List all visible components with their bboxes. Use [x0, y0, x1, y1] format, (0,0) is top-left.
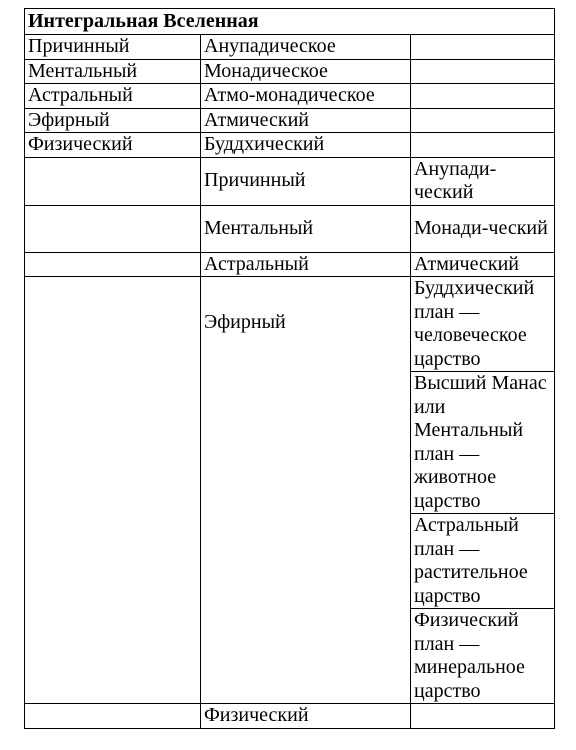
cell-col2-etheric: Эфирный [201, 277, 411, 704]
cell-col2: Анупадическое [201, 35, 411, 60]
cell-col3: Атмический [411, 252, 555, 277]
table-row [25, 84, 555, 109]
cell-col1-empty [25, 205, 201, 252]
table-row [25, 704, 555, 729]
table-row [25, 59, 555, 84]
cell-col2: Причинный [201, 157, 411, 205]
cell-col2: Ментальный [201, 205, 411, 252]
cell-col3: Анупади-ческий [411, 157, 555, 205]
cell-col1 [25, 704, 201, 729]
cell-plane: Астральный план — растительное царство [411, 514, 555, 609]
cell-col1-empty [25, 157, 201, 205]
cell-col1: Астральный [25, 84, 201, 109]
cell-col2: Астральный [201, 252, 411, 277]
cell-col3 [411, 84, 555, 109]
table-row [25, 35, 555, 60]
table-row [25, 157, 555, 205]
cell-plane: Физический план — минеральное царство [411, 609, 555, 704]
cell-col2: Физический [201, 704, 411, 729]
cell-col3 [411, 108, 555, 133]
cell-col3 [411, 35, 555, 60]
cell-col2: Монадическое [201, 59, 411, 84]
table-row [25, 108, 555, 133]
table-row [25, 133, 555, 158]
cell-col2: Буддхический [201, 133, 411, 158]
table-row [25, 277, 555, 372]
integral-universe-table [24, 8, 555, 729]
table-row [25, 205, 555, 252]
cell-col1-empty [25, 252, 201, 277]
cell-col2: Атмический [201, 108, 411, 133]
cell-col1: Эфирный [25, 108, 201, 133]
cell-col3 [411, 59, 555, 84]
cell-col1: Физический [25, 133, 201, 158]
table-row [25, 252, 555, 277]
cell-col1-empty [25, 277, 201, 704]
cell-col3 [411, 133, 555, 158]
cell-col3: Монади-ческий [411, 205, 555, 252]
table-title-row [25, 9, 555, 35]
cell-plane: Высший Манас или Ментальный план — животное царство [411, 372, 555, 514]
cell-col3 [411, 704, 555, 729]
cell-plane: Буддхический план — человеческое царство [411, 277, 555, 372]
cell-col1: Ментальный [25, 59, 201, 84]
cell-col2: Атмо-монадическое [201, 84, 411, 109]
table-title: Интегральная Вселенная [25, 9, 555, 35]
cell-col1: Причинный [25, 35, 201, 60]
